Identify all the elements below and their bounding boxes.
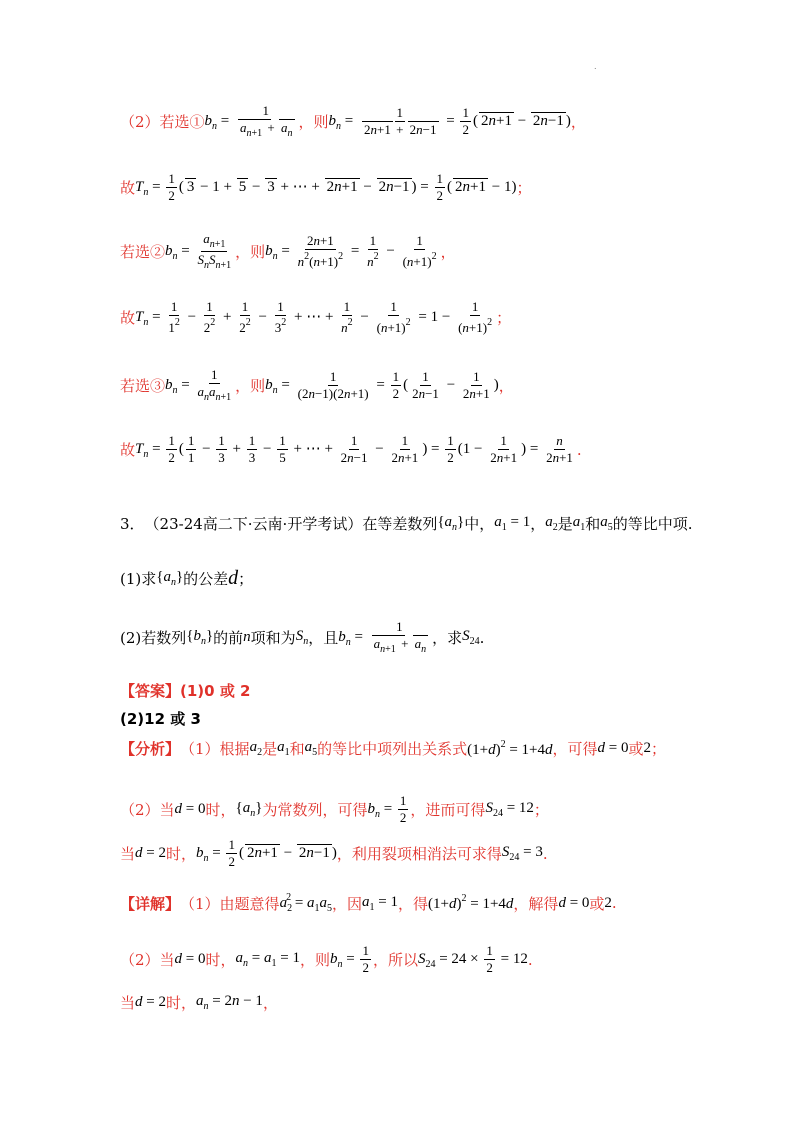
detail-a1-eq1: $a_1 = 1$ xyxy=(362,893,399,913)
detail-relation: $(1+d)^2 = 1+4d$ xyxy=(428,893,514,912)
analysis-bn-formula: $b_n$ = $\frac{1}{2}$ ( 2n+1 − 2n−1 ) xyxy=(196,837,337,870)
detail-an-a1: $a_n = a_1 = 1$ xyxy=(235,950,300,970)
q2-seq: $\{b_n\}$ xyxy=(186,628,214,648)
problem-3-stem xyxy=(120,513,693,534)
analysis-p1-b: 是 xyxy=(262,740,278,758)
detail-d3-a: 当 xyxy=(120,994,136,1012)
q1-end: ； xyxy=(238,570,254,588)
analysis-label: 【分析】 xyxy=(120,740,181,758)
answer-1: (1)0 或 2 xyxy=(180,682,251,700)
problem-source: （23-24高二下·云南·开学考试）在等差数列 xyxy=(144,515,438,533)
line1-prefix: （2）若选① xyxy=(120,113,205,132)
answer-line-1 xyxy=(120,680,250,701)
line-2 xyxy=(120,172,531,204)
line3-then: ，则 xyxy=(235,243,266,261)
analysis-seq: $\{a_n\}$ xyxy=(235,800,263,820)
a1: $a_1$ xyxy=(572,514,586,533)
line6-tn: $T_n$ = $\frac{1}{2}$ ( $\frac{1}{1}$ − $\frac{1}{3}$ + $\frac{1}{3}$ − $\frac{1}{5}$ + ⋯ + $\frac{1}{2n-1}$ − $\frac{1}{2n+1}$ ) = $\frac{1}{2}$ (1 − $\frac{1}{2n+1}$ ) = $\frac{n}{2n+1}$ xyxy=(135,433,573,466)
line1-then: ，则 xyxy=(298,113,329,132)
detail-d1-a: （1）由题意得 xyxy=(180,894,280,913)
q2-n: n xyxy=(243,629,251,646)
problem-mid1: 中， xyxy=(464,515,495,533)
q2-prefix: (2)若数列 xyxy=(120,629,187,648)
detail-d1-f: . xyxy=(611,894,617,912)
detail-d-eq2: d = 2 xyxy=(135,994,166,1010)
answer-2: (2)12 或 3 xyxy=(120,710,201,728)
line2-tn: $T_n$ = $\frac{1}{2}$ ( 3 − 1 + 5 − 3 + ⋯ + 2n+1 − 2n−1 ) = $\frac{1}{2}$ ( 2n+1 − 1) xyxy=(135,171,517,204)
detail-d1-e: 或 xyxy=(589,894,605,913)
a2: $a_2$ xyxy=(545,514,558,533)
q2-sn: $S_n$ xyxy=(295,628,309,648)
analysis-p2-e: ； xyxy=(533,801,549,820)
analysis-d-eq2: d = 2 xyxy=(135,845,166,862)
line1-end: ， xyxy=(570,113,586,132)
line-3 xyxy=(120,232,456,271)
q2-bn: $b_n$ = $\frac{1}{a_{n+1} + a_n}$ xyxy=(338,619,427,656)
analysis-p2-a: （2）当 xyxy=(120,801,175,820)
line3-bn-def: $b_n$ = $\frac{a_{n+1}}{S_nS_{n+1}}$ xyxy=(165,231,232,271)
problem-q1 xyxy=(120,567,253,590)
analysis-d-eq0: d = 0 xyxy=(174,801,206,818)
analysis-relation: $(1+d)^2 = 1+4d$ xyxy=(467,738,553,758)
analysis-p3-b: 时， xyxy=(165,845,196,864)
detail-d2-e: . xyxy=(527,950,533,969)
q1-suffix: 的公差 xyxy=(183,570,229,588)
q2-mid4: ，求 xyxy=(432,629,463,648)
detail-d2-b: 时， xyxy=(205,951,236,970)
q1-seq: $\{a_n\}$ xyxy=(156,569,184,588)
problem-number: 3． xyxy=(120,515,145,533)
analysis-a1: $a_1$ xyxy=(277,739,290,758)
q2-mid2: 项和为 xyxy=(250,629,296,648)
analysis-d0: d = 0 xyxy=(597,740,629,756)
line4-prefix: 故 xyxy=(120,309,136,328)
detail-d2-c: ，则 xyxy=(299,951,330,970)
seq-an: $\{a_n\}$ xyxy=(437,514,465,533)
analysis-a5: $a_5$ xyxy=(304,739,318,758)
detail-d1-d: ，解得 xyxy=(513,894,559,913)
detail-a2sq: $a_2^2 = a_1a_5$ xyxy=(279,892,333,914)
line1-bn-eq: $b_n$ = $\frac{1}{2n+1 + 2n-1}$ = $\frac{1}{2}$ ( 2n+1 − 2n−1 ) xyxy=(328,104,571,138)
analysis-bn-half: $b_n$ = $\frac{1}{2}$ xyxy=(367,793,407,826)
analysis-2: 2 xyxy=(643,740,651,756)
line3-end: ， xyxy=(440,243,456,261)
line-6 xyxy=(120,434,582,466)
analysis-line-2 xyxy=(120,794,549,826)
detail-d2-d: ，所以 xyxy=(372,951,418,970)
detail-label: 【详解】 xyxy=(120,894,181,913)
analysis-p1-g: ； xyxy=(651,740,667,758)
analysis-s24-3: $S_{24} = 3$ xyxy=(501,844,543,864)
analysis-p1-d: 的等比中项列出关系式 xyxy=(317,740,468,758)
detail-line-3 xyxy=(120,992,278,1013)
a1-eq: $a_1 = 1$ xyxy=(494,514,531,533)
analysis-p3-c: ，利用裂项相消法可求得 xyxy=(336,845,502,864)
detail-s24: $S_{24} = 24$ × $\frac{1}{2}$ = 12 xyxy=(417,943,528,976)
analysis-line-1 xyxy=(120,738,666,759)
line-4 xyxy=(120,300,511,336)
q2-end: . xyxy=(479,628,485,647)
problem-mid3: 是 xyxy=(557,515,573,533)
line-1 xyxy=(120,104,586,139)
detail-d1-c: ，得 xyxy=(398,894,429,913)
line5-bn-eq: $b_n$ = $\frac{1}{(2n-1)(2n+1)}$ = $\frac{1}{2}$ ( $\frac{1}{2n-1}$ − $\frac{1}{2n+1}$ ) xyxy=(265,368,499,402)
analysis-p1-c: 和 xyxy=(289,740,305,758)
line3-bn-eq: $b_n$ = $\frac{2n+1}{n^2(n+1)^2}$ = $\frac{1}{n^2}$ − $\frac{1}{(n+1)^2}$ xyxy=(265,232,437,269)
answer-line-2 xyxy=(120,708,201,729)
analysis-p1-f: 或 xyxy=(628,740,644,758)
line2-prefix: 故 xyxy=(120,179,136,198)
analysis-p3-a: 当 xyxy=(120,845,136,864)
analysis-p1-a: （1）根据 xyxy=(180,740,250,758)
detail-line-1 xyxy=(120,892,617,914)
detail-d1-b: ，因 xyxy=(332,894,363,913)
q2-mid: 的前 xyxy=(213,629,244,648)
detail-d-eq0: d = 0 xyxy=(174,951,206,968)
analysis-s24-12: $S_{24} = 12$ xyxy=(485,800,534,820)
line6-end: . xyxy=(576,440,582,459)
analysis-a2: $a_2$ xyxy=(249,739,263,758)
line4-end: ； xyxy=(496,309,512,328)
analysis-p3-d: . xyxy=(542,844,548,863)
line3-prefix: 若选② xyxy=(120,243,166,261)
detail-d2-a: （2）当 xyxy=(120,951,175,970)
line5-end: ， xyxy=(498,377,514,396)
a5: $a_5$ xyxy=(600,514,613,533)
problem-q2 xyxy=(120,620,484,655)
line5-bn-def: $b_n$ = $\frac{1}{a_na_{n+1}}$ xyxy=(165,367,232,404)
detail-d0: d = 0 xyxy=(558,894,590,911)
analysis-p2-b: 时， xyxy=(205,801,236,820)
problem-mid5: 的等比中项. xyxy=(612,515,693,533)
detail-d3-b: 时， xyxy=(165,994,196,1012)
line-5 xyxy=(120,368,514,403)
detail-bn-half: $b_n$ = $\frac{1}{2}$ xyxy=(329,943,369,976)
analysis-p2-c: 为常数列，可得 xyxy=(262,801,368,820)
detail-an-formula: $a_n = 2n - 1$ xyxy=(196,993,263,1012)
line6-prefix: 故 xyxy=(120,441,136,460)
analysis-p2-d: ，进而可得 xyxy=(410,801,486,820)
analysis-p1-e: ，可得 xyxy=(552,740,598,758)
q1-d: d xyxy=(228,567,239,589)
line1-bn-def: $b_n$ = $\frac{1}{a_{n+1} + a_n}$ xyxy=(204,103,293,140)
line5-prefix: 若选③ xyxy=(120,377,166,396)
page-marker: . xyxy=(594,62,597,71)
problem-mid4: 和 xyxy=(585,515,601,533)
answer-label: 【答案】 xyxy=(120,682,181,700)
analysis-line-3 xyxy=(120,838,548,870)
detail-2: 2 xyxy=(604,894,612,911)
detail-line-2 xyxy=(120,944,533,976)
q1-prefix: (1)求 xyxy=(120,570,157,588)
q2-s24: $S_{24}$ xyxy=(462,628,480,648)
line4-tn: $T_n$ = $\frac{1}{1^2}$ − $\frac{1}{2^2}$ + $\frac{1}{2^2}$ − $\frac{1}{3^2}$ + ⋯ + $\frac{1}{n^2}$ − $\frac{1}{(n+1)^2}$ = 1 − $\frac{1}{(n+1)^2}$ xyxy=(135,299,493,336)
detail-d3-c: ， xyxy=(262,994,278,1012)
line2-end: ； xyxy=(516,179,532,198)
line5-then: ，则 xyxy=(235,377,266,396)
q2-mid3: ，且 xyxy=(308,629,339,648)
problem-mid2: ， xyxy=(530,515,546,533)
